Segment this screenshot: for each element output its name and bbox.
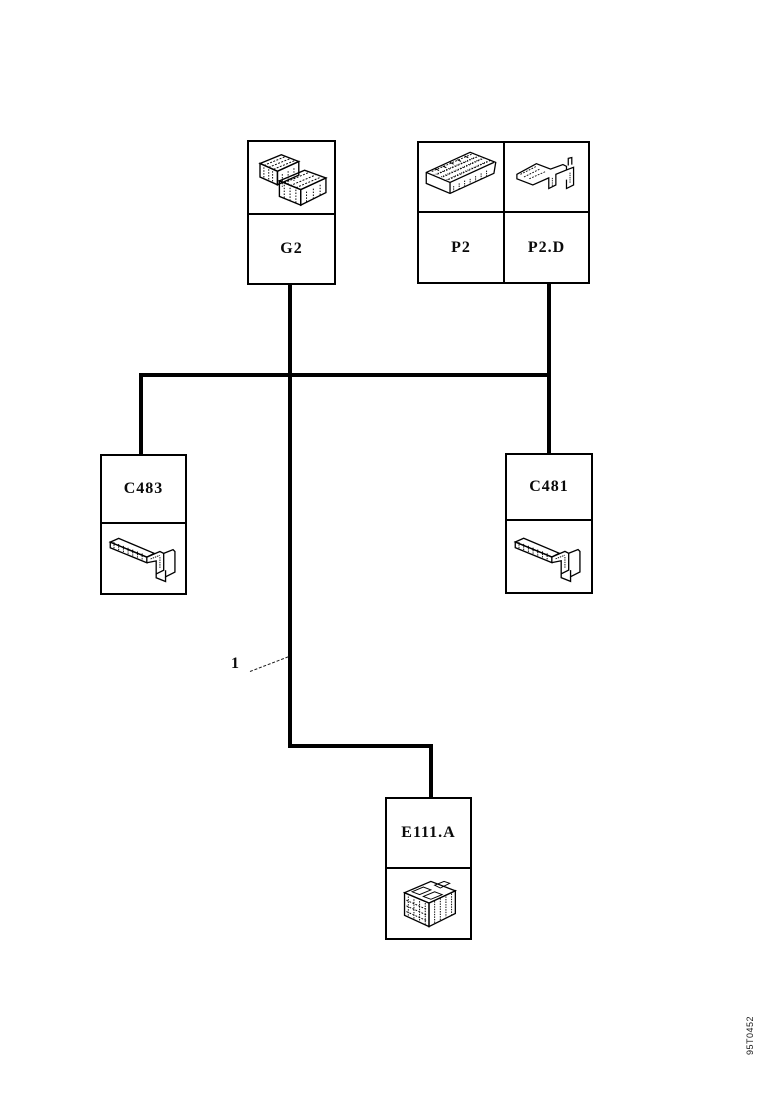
connector-label-cell-c481 [507,455,591,519]
connector-box-g2 [247,140,336,285]
connector-image-cell-p2d [505,143,588,213]
connector-image-cell-e111a [387,867,470,938]
connector-box-c483 [100,454,187,595]
wire-p2d-c481-vertical [547,284,551,453]
wire-e111a-drop-vertical [429,744,433,797]
iso-terminal-strap-icon [509,527,589,587]
callout-1-label: 1 [231,655,239,672]
iso-terminal-strap-icon [104,529,184,589]
connector-label-g2: G2 [280,240,303,257]
connector-label-e111a: E111.A [401,824,456,841]
connector-box-c481 [505,453,593,594]
connector-image-cell-p2 [419,143,505,213]
iso-multi-terminal-connector-icon [420,145,502,209]
connector-image-cell-g2 [249,142,334,213]
doc-id-watermark: 95T0452 [745,1015,755,1055]
connector-label-cell-p2 [419,213,505,282]
connector-label-cell-g2 [249,213,334,283]
wire-bus-horizontal [139,373,551,377]
connector-box-e111a [385,797,472,940]
connector-box-p2-p2d [417,141,590,284]
connector-label-c483: C483 [123,480,164,497]
wire-g2-trunk-vertical [288,285,292,748]
wire-c483-drop-vertical [139,373,143,454]
wire-e111a-horizontal [288,744,433,748]
connector-label-cell-c483 [102,456,185,522]
iso-connector-block-icon [390,872,468,936]
connector-label-p2d: P2.D [527,238,566,256]
connector-image-cell-c481 [507,519,591,592]
connector-label-c481: C481 [529,478,569,495]
connector-label-p2: P2 [451,238,471,256]
connector-label-cell-e111a [387,799,470,867]
callout-1-leader-line [250,656,289,672]
iso-connector-pair-icon [251,146,333,210]
connector-image-cell-c483 [102,522,185,593]
connector-label-cell-p2d [505,213,588,282]
iso-mounting-bracket-icon [508,146,586,208]
